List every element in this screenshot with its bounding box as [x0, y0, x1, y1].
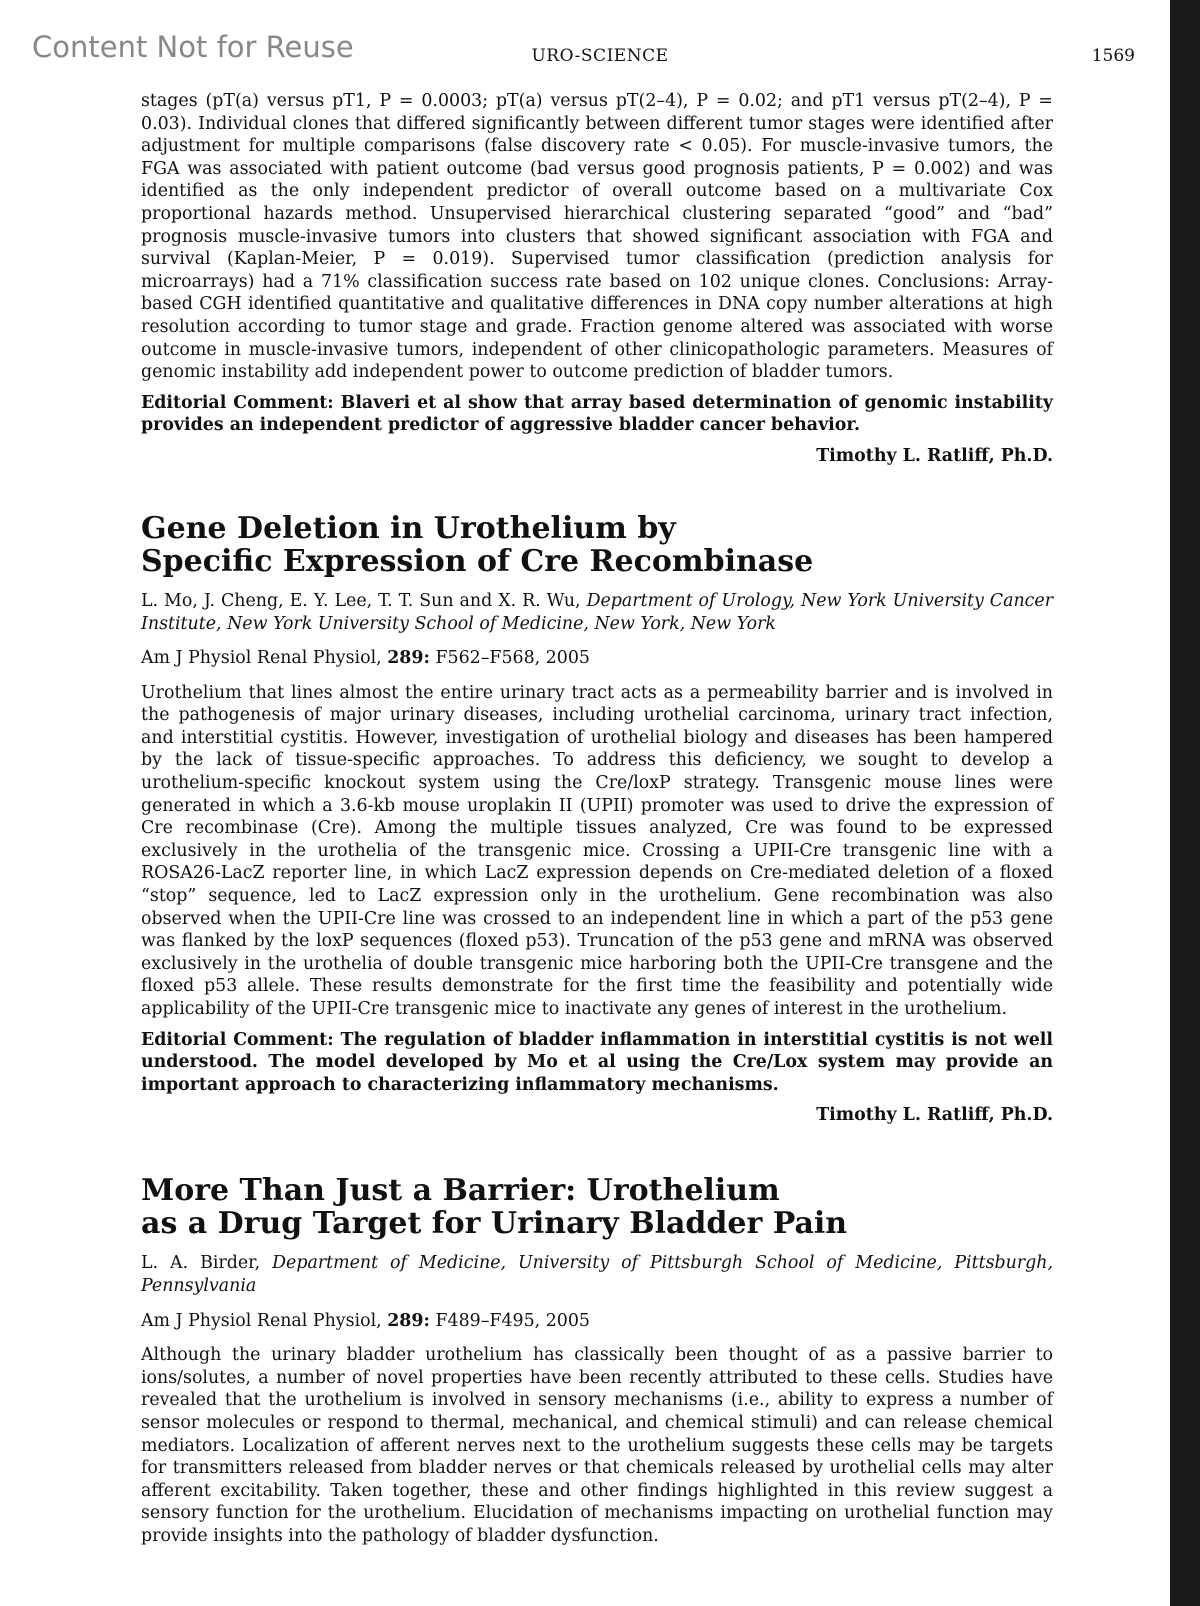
article-citation [141, 647, 1053, 670]
article-citation [141, 1310, 1053, 1333]
article-abstract: Urothelium that lines almost the entire urinary tract acts as a permeability barrier and is involved in the pathogenesis of major urinary diseases, including urothelial carcinoma, urinary tract infection, and interstitial cystitis. However, investigation of urothelial biology and diseases has been hampered by the lack of tissue-specific approaches. To address this deficiency, we sought to develop a urothelium-specific knockout system using the Cre/loxP strategy. Transgenic mouse lines were generated in which a 3.6-kb mouse uroplakin II (UPII) promoter was used to drive the expression of Cre recombinase (Cre). Among the multiple tissues analyzed, Cre was found to be expressed exclusively in the urothelia of the transgenic mice. Crossing a UPII-Cre transgenic line with a ROSA26-LacZ reporter line, in which LacZ expression depends on Cre-mediated deletion of a floxed “stop” sequence, led to LacZ expression only in the urothelium. Gene recombination was also observed when the UPII-Cre line was crossed to an independent line in which a part of the p53 gene was flanked by the loxP sequences (floxed p53). Truncation of the p53 gene and mRNA was observed exclusively in the urothelia of double transgenic mice harboring both the UPII-Cre transgene and the floxed p53 allele. These results demonstrate for the first time the feasibility and potentially wide applicability of the UPII-Cre transgenic mice to inactivate any genes of interest in the urothelium. [141, 682, 1053, 1019]
editorial-comment: Editorial Comment: The regulation of bladder inflammation in interstitial cystitis is not well understood. The model developed by Mo et al using the Cre/Lox system may provide an important approach to characterizing inflammatory mechanisms. [141, 1029, 1053, 1095]
article-authors [141, 590, 1053, 635]
watermark: Content Not for Reuse [32, 30, 354, 64]
journal-name: Am J Physiol Renal Physiol, [141, 648, 382, 669]
scrollbar[interactable] [1170, 0, 1200, 1606]
author-list: L. Mo, J. Cheng, E. Y. Lee, T. T. Sun and X. R. Wu, [141, 590, 581, 611]
article-title-line1: More Than Just a Barrier: Urothelium [141, 1173, 780, 1209]
journal-name: Am J Physiol Renal Physiol, [141, 1310, 382, 1331]
article-abstract: Although the urinary bladder urothelium has classically been thought of as a passive barrier to ions/solutes, a number of novel properties have been recently attributed to these cells. Studies have revealed that the urothelium is involved in sensory mechanisms (i.e., ability to express a number of sensor molecules or respond to thermal, mechanical, and chemical stimuli) and can release chemical mediators. Localization of afferent nerves next to the urothelium suggests these cells may be targets for transmitters released from bladder nerves or that chemicals released by urothelial cells may alter afferent excitability. Taken together, these and other findings highlighted in this review suggest a sensory function for the urothelium. Elucidation of mechanisms impacting on urothelial function may provide insights into the pathology of bladder dysfunction. [141, 1345, 1053, 1546]
running-head: URO-SCIENCE [531, 46, 669, 66]
article-title-line2: Specific Expression of Cre Recombinase [141, 543, 814, 579]
journal-volume: 289: [387, 648, 430, 669]
article-title [141, 512, 1053, 578]
article-more-than-barrier [141, 1174, 1053, 1547]
article-continued [141, 90, 1053, 467]
comment-signoff: Timothy L. Ratliff, Ph.D. [816, 445, 1053, 466]
page-number: 1569 [1091, 46, 1135, 66]
journal-pages: F562–F568, 2005 [435, 648, 590, 669]
article-authors [141, 1252, 1053, 1297]
article-title-line2: as a Drug Target for Urinary Bladder Pain [141, 1206, 848, 1242]
article-title-line1: Gene Deletion in Urothelium by [141, 510, 676, 546]
abstract-continued: stages (pT(a) versus pT1, P = 0.0003; pT(a) versus pT(2–4), P = 0.02; and pT1 versus pT(2–4), P = 0.03). Individual clones that differed significantly between different tumor stages were identified after adjustment for multiple comparisons (false discovery rate < 0.05). For muscle-invasive tumors, the FGA was associated with patient outcome (bad versus good prognosis patients, P = 0.002) and was identified as the only independent predictor of overall outcome based on a multivariate Cox proportional hazards method. Unsupervised hierarchical clustering separated “good” and “bad” prognosis muscle-invasive tumors into clusters that showed significant association with FGA and survival (Kaplan-Meier, P = 0.019). Supervised tumor classification (prediction analysis for microarrays) had a 71% classification success rate based on 102 unique clones. Conclusions: Array-based CGH identified quantitative and qualitative differences in DNA copy number alterations at high resolution according to tumor stage and grade. Fraction genome altered was associated with worse outcome in muscle-invasive tumors, independent of other clinicopathologic parameters. Measures of genomic instability add independent power to outcome prediction of bladder tumors. [141, 91, 1053, 383]
article-gene-deletion [141, 512, 1053, 1126]
author-affiliation: Department of Medicine, University of Pittsburgh School of Medicine, Pittsburgh, Pennsylvania [141, 1253, 1054, 1296]
page-content [141, 90, 1053, 1556]
comment-signoff: Timothy L. Ratliff, Ph.D. [816, 1105, 1053, 1126]
article-title [141, 1174, 1053, 1240]
journal-pages: F489–F495, 2005 [435, 1310, 590, 1331]
journal-volume: 289: [387, 1310, 430, 1331]
author-list: L. A. Birder, [141, 1253, 261, 1274]
editorial-comment: Editorial Comment: Blaveri et al show that array based determination of genomic instability provides an independent predictor of aggressive bladder cancer behavior. [141, 392, 1053, 436]
author-affiliation: Department of Urology, New York University Cancer Institute, New York University School of Medicine, New York, New York [141, 590, 1054, 634]
